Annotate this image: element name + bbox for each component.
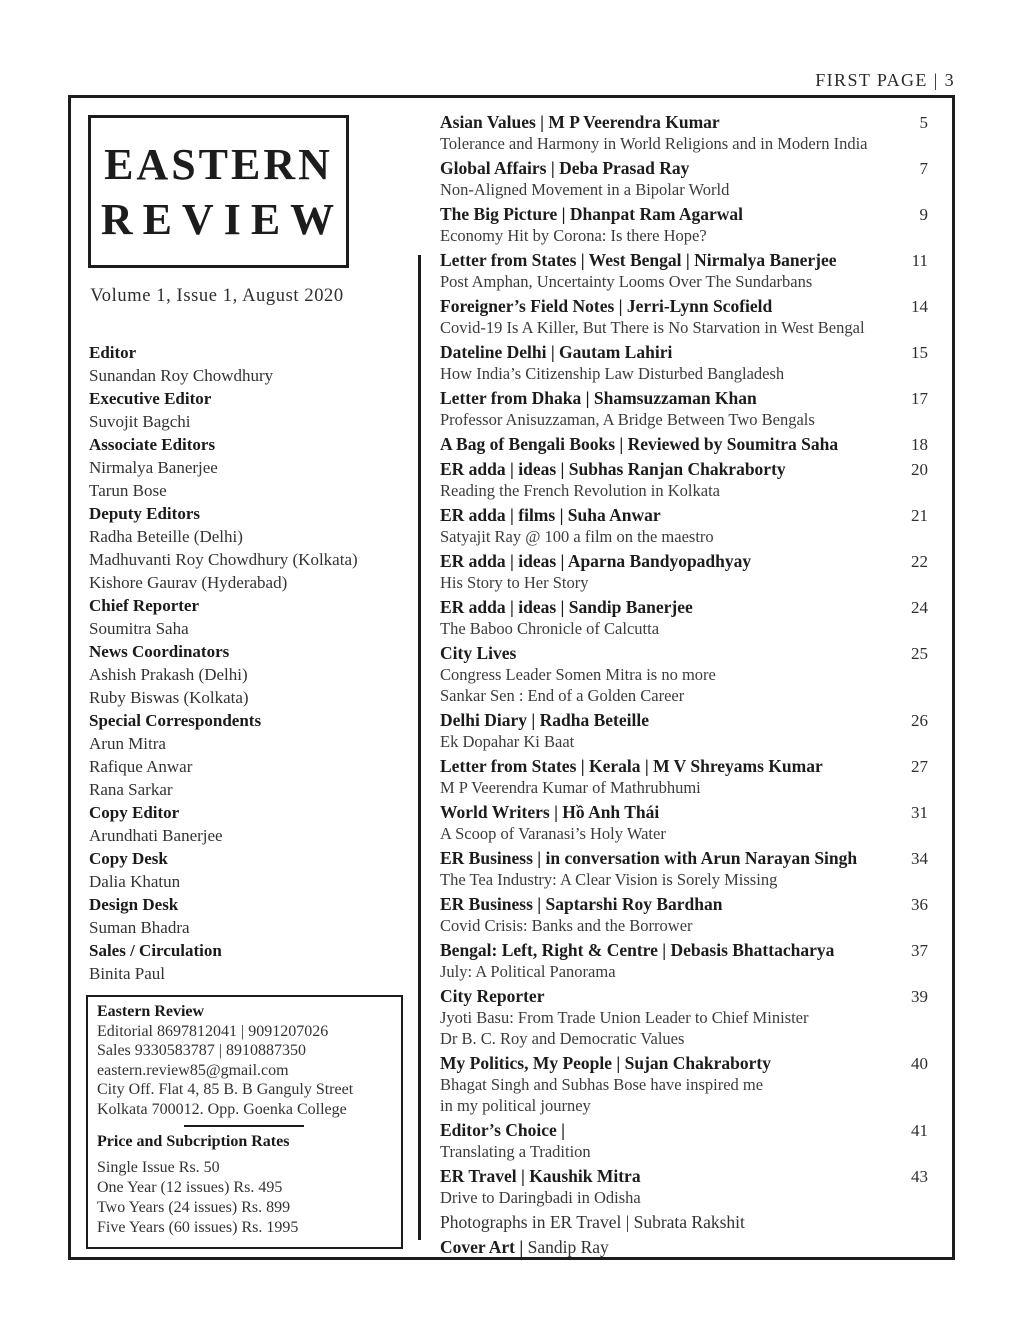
toc-entry-head [440, 1165, 928, 1187]
contact-line: Sales 9330583787 | 8910887350 [97, 1042, 306, 1059]
toc-entry-head [440, 939, 928, 961]
toc-entry-page: 18 [911, 435, 928, 454]
toc-entry-title-bold: A Bag of Bengali Books | Reviewed by Soumitra Saha [440, 434, 839, 454]
toc-entry-title-bold: Asian Values | M P Veerendra Kumar [440, 112, 720, 132]
toc-entry-subtitle: Ek Dopahar Ki Baat [440, 732, 575, 751]
toc-entry-head [440, 801, 928, 823]
toc-entry-title [440, 295, 911, 317]
toc-entry-subtitle: Non-Aligned Movement in a Bipolar World [440, 180, 730, 199]
toc-entry-title-bold: City Reporter [440, 986, 545, 1006]
staff-role: Sales / Circulation [89, 941, 222, 960]
toc-entry-title-bold: Letter from Dhaka | Shamsuzzaman Khan [440, 388, 757, 408]
toc-entry-title [440, 387, 911, 409]
page-header: FIRST PAGE | 3 [815, 70, 955, 90]
staff-role: News Coordinators [89, 642, 230, 661]
staff-name: Ashish Prakash (Delhi) [89, 665, 248, 684]
magazine-title-line2: REVIEW [100, 194, 345, 244]
toc-entry-subtitle: How India’s Citizenship Law Disturbed Bangladesh [440, 364, 785, 383]
toc-entry-title-bold: Dateline Delhi | Gautam Lahiri [440, 342, 673, 362]
toc-entry-subtitle: Sankar Sen : End of a Golden Career [440, 686, 685, 705]
toc-entry-head [440, 596, 928, 618]
toc-entry-subtitle: July: A Political Panorama [440, 962, 616, 981]
toc-entry [440, 341, 928, 384]
toc-entry-title [440, 893, 911, 915]
toc-entry-head [440, 249, 928, 271]
toc-entry-title [440, 1165, 911, 1187]
toc-entry-page: 7 [919, 159, 928, 178]
toc-entry-page: 26 [911, 711, 928, 730]
toc-entry-page: 27 [911, 757, 928, 776]
toc-entry-subtitle: Covid-19 Is A Killer, But There is No Starvation in West Bengal [440, 318, 865, 337]
staff-name: Arundhati Banerjee [89, 826, 223, 845]
toc-entry-title [440, 1119, 911, 1141]
contact-lines [97, 1022, 391, 1120]
toc-entry [440, 458, 928, 501]
toc-entry [440, 387, 928, 430]
staff-name: Radha Beteille (Delhi) [89, 527, 243, 546]
toc-list [440, 111, 928, 1261]
staff-list [89, 341, 358, 985]
toc-entry [440, 1211, 928, 1233]
rate-line: Two Years (24 issues) Rs. 899 [97, 1198, 291, 1216]
toc-entry-title-bold: Letter from States | Kerala | M V Shreyams Kumar [440, 756, 823, 776]
toc-entry-page: 17 [911, 389, 928, 408]
toc-entry-head [440, 893, 928, 915]
toc-entry-head [440, 341, 928, 363]
staff-name: Kishore Gaurav (Hyderabad) [89, 573, 288, 592]
toc-entry-head [440, 847, 928, 869]
toc-entry-subtitle: His Story to Her Story [440, 573, 589, 592]
toc-entry-head [440, 433, 928, 455]
staff-role: Deputy Editors [89, 504, 200, 523]
staff-name: Tarun Bose [89, 481, 167, 500]
staff-name: Arun Mitra [89, 734, 166, 753]
toc-entry-title-regular: Sandip Ray [523, 1237, 609, 1257]
toc-entry-page: 36 [911, 895, 928, 914]
toc-entry-title [440, 458, 911, 480]
staff-name: Nirmalya Banerjee [89, 458, 218, 477]
toc-entry [440, 1119, 928, 1162]
toc-entry-page: 20 [911, 460, 928, 479]
contact-title: Eastern Review [97, 1003, 205, 1020]
toc-entry-title-bold: Cover Art | [440, 1237, 524, 1257]
toc-entry [440, 1052, 928, 1116]
toc-entry-title [440, 203, 920, 225]
masthead-box [88, 115, 349, 268]
toc-entry-page: 14 [911, 297, 928, 316]
toc-entry-title [440, 709, 911, 731]
toc-entry [440, 203, 928, 246]
staff-name: Ruby Biswas (Kolkata) [89, 688, 249, 707]
toc-entry-title [440, 939, 911, 961]
staff-role: Chief Reporter [89, 596, 199, 615]
toc-entry-title [440, 642, 911, 664]
staff-name: Madhuvanti Roy Chowdhury (Kolkata) [89, 550, 358, 569]
toc-entry-title [440, 596, 911, 618]
toc-entry-title [440, 433, 911, 455]
toc-entry-title [440, 1236, 928, 1258]
toc-entry-subtitle: Drive to Daringbadi in Odisha [440, 1188, 641, 1207]
toc-entry-title-bold: ER adda | ideas | Subhas Ranjan Chakraborty [440, 459, 786, 479]
toc-entry-title-bold: ER adda | ideas | Sandip Banerjee [440, 597, 693, 617]
toc-entry-subtitle: Tolerance and Harmony in World Religions and in Modern India [440, 134, 868, 153]
page-frame [68, 95, 955, 1260]
staff-name: Dalia Khatun [89, 872, 181, 891]
toc-entry [440, 295, 928, 338]
rates-title: Price and Subcription Rates [97, 1133, 290, 1150]
toc-entry-title-bold: Editor’s Choice | [440, 1120, 566, 1140]
toc-entry-page: 40 [911, 1054, 928, 1073]
toc-entry-title [440, 985, 911, 1007]
staff-role: Executive Editor [89, 389, 212, 408]
column-divider [418, 255, 421, 1240]
toc-entry-subtitle: Post Amphan, Uncertainty Looms Over The Sundarbans [440, 272, 813, 291]
toc-entry-subtitle: The Baboo Chronicle of Calcutta [440, 619, 660, 638]
toc-entry-head [440, 458, 928, 480]
staff-name: Rana Sarkar [89, 780, 173, 799]
toc-entry-head [440, 504, 928, 526]
staff-role: Design Desk [89, 895, 179, 914]
contact-line: City Off. Flat 4, 85 B. B Ganguly Street [97, 1081, 354, 1098]
staff-role: Copy Desk [89, 849, 168, 868]
toc-entry [440, 111, 928, 154]
toc-entry-head [440, 985, 928, 1007]
staff-role: Special Correspondents [89, 711, 262, 730]
toc-entry-page: 9 [919, 205, 928, 224]
toc-entry-subtitle: A Scoop of Varanasi’s Holy Water [440, 824, 666, 843]
toc-entry-subtitle: Congress Leader Somen Mitra is no more [440, 665, 716, 684]
toc-entry-head [440, 387, 928, 409]
toc-entry-subtitle: Satyajit Ray @ 100 a film on the maestro [440, 527, 714, 546]
toc-entry [440, 1165, 928, 1208]
toc-entry-head [440, 550, 928, 572]
toc-entry-title [440, 755, 911, 777]
toc-entry-head [440, 1211, 928, 1233]
toc-entry-page: 21 [911, 506, 928, 525]
toc-entry [440, 801, 928, 844]
toc-entry [440, 847, 928, 890]
toc-entry-subtitle: Covid Crisis: Banks and the Borrower [440, 916, 693, 935]
toc-entry [440, 642, 928, 706]
rate-line: One Year (12 issues) Rs. 495 [97, 1178, 283, 1196]
staff-role: Copy Editor [89, 803, 180, 822]
toc-entry-head [440, 1236, 928, 1258]
staff-role: Associate Editors [89, 435, 216, 454]
toc-entry [440, 249, 928, 292]
toc-entry-title-bold: My Politics, My People | Sujan Chakraborty [440, 1053, 771, 1073]
toc-entry-title-bold: World Writers | Hồ Anh Thái [440, 802, 660, 822]
toc-entry [440, 893, 928, 936]
toc-entry-subtitle: Dr B. C. Roy and Democratic Values [440, 1029, 685, 1048]
staff-name: Rafique Anwar [89, 757, 193, 776]
toc-entry-head [440, 111, 928, 133]
toc-entry-head [440, 295, 928, 317]
toc-entry-head [440, 709, 928, 731]
toc-entry-head [440, 157, 928, 179]
staff-name: Soumitra Saha [89, 619, 189, 638]
toc-entry-title-bold: Delhi Diary | Radha Beteille [440, 710, 649, 730]
toc-entry-subtitle: in my political journey [440, 1096, 591, 1115]
toc-entry-head [440, 203, 928, 225]
toc-entry-title [440, 341, 911, 363]
contact-box [86, 995, 403, 1249]
toc-entry-title [440, 1211, 928, 1233]
toc-entry-title [440, 801, 911, 823]
toc-entry-subtitle: Jyoti Basu: From Trade Union Leader to Chief Minister [440, 1008, 809, 1027]
toc-entry-page: 41 [911, 1121, 928, 1140]
toc-entry [440, 1236, 928, 1258]
toc-entry-page: 11 [911, 251, 928, 270]
toc-entry-title [440, 550, 911, 572]
staff-name: Suman Bhadra [89, 918, 190, 937]
toc-entry-head [440, 642, 928, 664]
magazine-title-line1: EASTERN [104, 139, 333, 189]
toc-entry-page: 31 [911, 803, 928, 822]
toc-entry-title-bold: Letter from States | West Bengal | Nirmalya Banerjee [440, 250, 837, 270]
toc-entry-title [440, 111, 920, 133]
toc-entry-title-bold: The Big Picture | Dhanpat Ram Agarwal [440, 204, 743, 224]
toc-entry-subtitle: The Tea Industry: A Clear Vision is Sorely Missing [440, 870, 778, 889]
toc-entry [440, 709, 928, 752]
rate-line: Five Years (60 issues) Rs. 1995 [97, 1218, 299, 1236]
toc-entry [440, 596, 928, 639]
toc-entry-title-bold: ER adda | ideas | Aparna Bandyopadhyay [440, 551, 752, 571]
toc-entry-title-bold: Foreigner’s Field Notes | Jerri-Lynn Scofield [440, 296, 773, 316]
toc-entry [440, 755, 928, 798]
toc-entry-subtitle: Bhagat Singh and Subhas Bose have inspired me [440, 1075, 764, 1094]
toc-entry-head [440, 1119, 928, 1141]
toc-entry-subtitle: Economy Hit by Corona: Is there Hope? [440, 226, 707, 245]
toc-entry-title [440, 157, 920, 179]
toc-entry-title-bold: ER Travel | Kaushik Mitra [440, 1166, 641, 1186]
issue-info: Volume 1, Issue 1, August 2020 [90, 286, 344, 306]
rates-lines [97, 1158, 391, 1238]
toc-entry-page: 34 [911, 849, 928, 868]
toc-entry [440, 157, 928, 200]
toc-entry [440, 939, 928, 982]
contact-line: Kolkata 700012. Opp. Goenka College [97, 1100, 347, 1118]
toc-entry-page: 37 [911, 941, 928, 960]
staff-name: Suvojit Bagchi [89, 412, 191, 431]
contact-line: eastern.review85@gmail.com [97, 1061, 289, 1079]
toc-entry-head [440, 755, 928, 777]
toc-entry-title-bold: Bengal: Left, Right & Centre | Debasis Bhattacharya [440, 940, 835, 960]
toc-entry-title [440, 504, 911, 526]
toc-entry-subtitle: Reading the French Revolution in Kolkata [440, 481, 720, 500]
toc-entry-subtitle: M P Veerendra Kumar of Mathrubhumi [440, 778, 701, 797]
toc-entry [440, 985, 928, 1049]
toc-entry-title-bold: ER adda | films | Suha Anwar [440, 505, 661, 525]
toc-entry-title [440, 847, 911, 869]
toc-entry [440, 550, 928, 593]
toc-entry-title-regular: Photographs in ER Travel | Subrata Rakshit [440, 1212, 745, 1232]
toc-entry-page: 24 [911, 598, 928, 617]
toc-entry-page: 15 [911, 343, 928, 362]
toc-entry-page: 39 [911, 987, 928, 1006]
staff-name: Sunandan Roy Chowdhury [89, 366, 274, 385]
rate-line: Single Issue Rs. 50 [97, 1158, 220, 1176]
toc-entry-title-bold: City Lives [440, 643, 517, 663]
contact-line: Editorial 8697812041 | 9091207026 [97, 1022, 329, 1040]
toc-entry-title-bold: ER Business | in conversation with Arun Narayan Singh [440, 848, 858, 868]
toc-entry-head [440, 1052, 928, 1074]
toc-entry-title-bold: ER Business | Saptarshi Roy Bardhan [440, 894, 723, 914]
toc-entry-subtitle: Professor Anisuzzaman, A Bridge Between Two Bengals [440, 410, 815, 429]
staff-name: Binita Paul [89, 964, 166, 983]
toc-entry-page: 43 [911, 1167, 928, 1186]
toc-entry-page: 25 [911, 644, 928, 663]
toc-entry-page: 5 [919, 113, 928, 132]
staff-role: Editor [89, 343, 137, 362]
rates-divider [184, 1125, 304, 1127]
toc-entry-title [440, 1052, 911, 1074]
toc-entry [440, 433, 928, 455]
toc-entry-subtitle: Translating a Tradition [440, 1142, 591, 1161]
toc-entry-title-bold: Global Affairs | Deba Prasad Ray [440, 158, 690, 178]
toc-entry-page: 22 [911, 552, 928, 571]
toc-entry [440, 504, 928, 547]
toc-entry-title [440, 249, 912, 271]
